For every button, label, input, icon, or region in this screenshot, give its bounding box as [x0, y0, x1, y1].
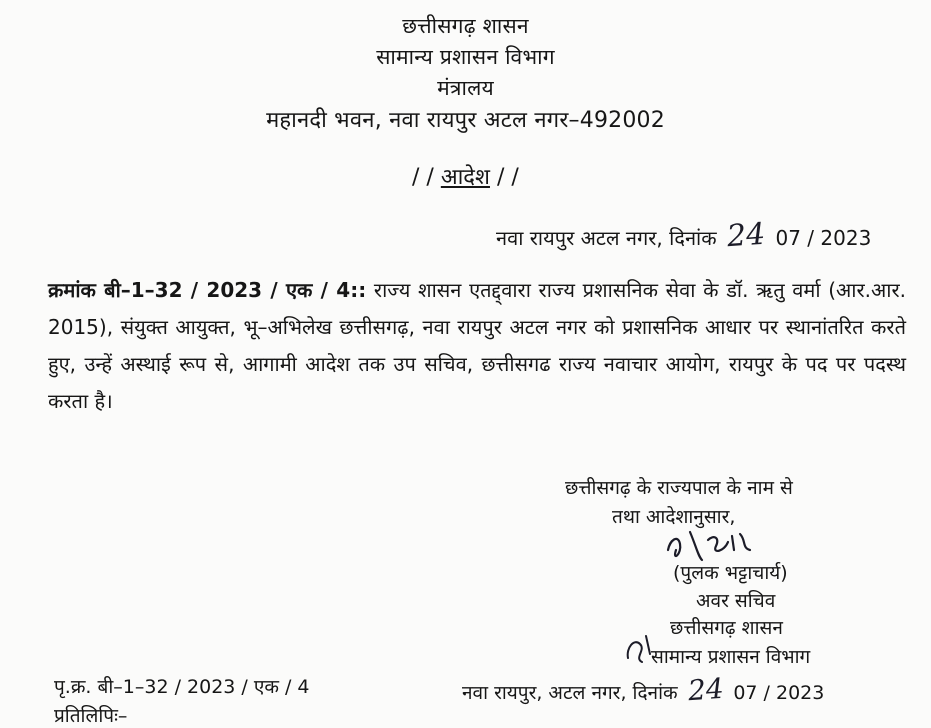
- copy-label: प्रतिलिपिः–: [54, 705, 128, 727]
- endorsement-date-suffix: 07 / 2023: [733, 682, 825, 704]
- endorsement-reference: पृ.क्र. बी–1–32 / 2023 / एक / 4: [54, 676, 310, 698]
- order-title-right-slashes: / /: [496, 165, 519, 190]
- signatory-government: छत्तीसगढ़ शासन: [670, 617, 783, 639]
- signatory-designation: अवर सचिव: [696, 590, 776, 612]
- signature-authority-line: छत्तीसगढ़ के राज्यपाल के नाम से: [565, 477, 793, 499]
- order-reference: क्रमांक बी–1–32 / 2023 / एक / 4::: [48, 278, 367, 302]
- signature-order-line: तथा आदेशानुसार,: [612, 506, 736, 528]
- order-text: राज्य शासन एतद्द्वारा राज्य प्रशासनिक सेवा के डॉ. ऋतु वर्मा (आर.आर. 2015), संयुक्त आयुक्त, भू–अभिलेख छत्तीसगढ़, नवा रायपुर अटल नगर को प्रशासनिक आधार पर स्थानांतरित करते हुए, उन्हें अस्थाई रूप से, आगामी आदेश तक उप सचिव, छत्तीसगढ राज्य नवाचार आयोग, रायपुर के पद पर पदस्थ करता है।: [48, 278, 907, 413]
- header-ministry: मंत्रालय: [437, 76, 494, 100]
- date-suffix: 07 / 2023: [775, 226, 872, 250]
- header-government: छत्तीसगढ़ शासन: [402, 14, 529, 38]
- order-title: [412, 161, 519, 191]
- order-title-word: आदेश: [440, 165, 490, 190]
- header-department: सामान्य प्रशासन विभाग: [376, 45, 555, 69]
- date-prefix: नवा रायपुर अटल नगर, दिनांक: [496, 226, 717, 250]
- signatory-name: (पुलक भट्टाचार्य): [673, 562, 788, 584]
- signatory-department: सामान्य प्रशासन विभाग: [651, 646, 811, 668]
- endorsement-date-prefix: नवा रायपुर, अटल नगर, दिनांक: [462, 682, 678, 704]
- date-line: [496, 218, 871, 253]
- order-title-left-slashes: / /: [412, 165, 434, 190]
- order-body: [48, 272, 906, 420]
- header-address: महानदी भवन, नवा रायपुर अटल नगर–492002: [266, 108, 665, 133]
- endorsement-handwritten-day: 24: [686, 671, 725, 708]
- handwritten-day: 24: [725, 216, 767, 255]
- endorsement-date-line: [462, 673, 824, 706]
